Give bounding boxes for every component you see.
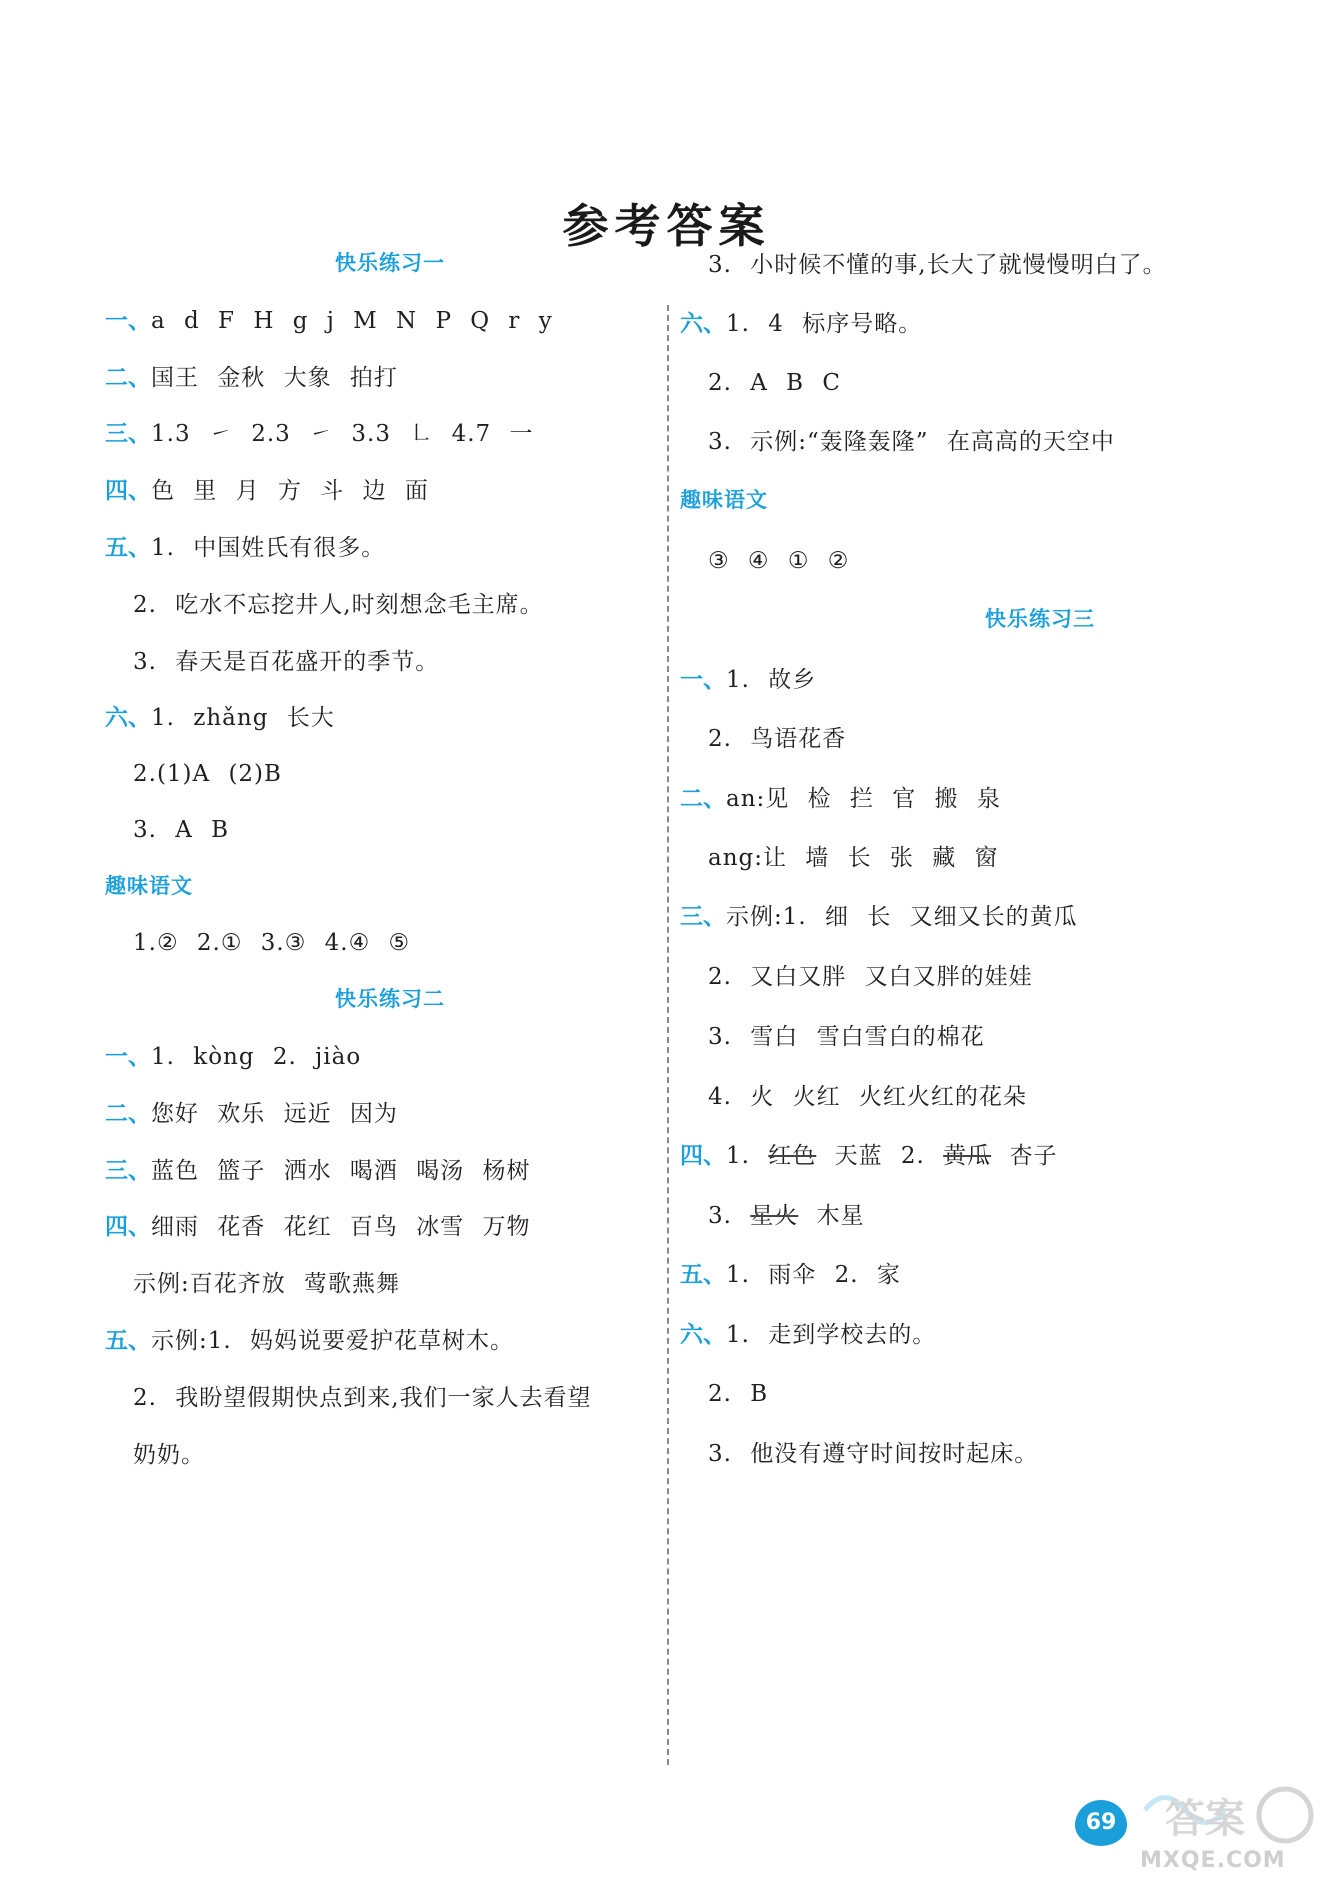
- answer-line: [708, 1080, 1027, 1114]
- answer-text: 2.(1)A (2)B: [133, 761, 282, 787]
- answer-text: 3. 他没有遵守时间按时起床。: [708, 1441, 1039, 1467]
- answer-line: [708, 722, 846, 756]
- answer-text: 2. 我盼望假期快点到来,我们一家人去看望: [133, 1385, 592, 1411]
- answer-line: [105, 474, 429, 508]
- answer-line: [680, 782, 1001, 816]
- question-number: 三、: [105, 421, 151, 447]
- answer-line: [133, 645, 439, 679]
- answer-line: [105, 701, 335, 735]
- struck-word: 黄瓜: [943, 1143, 992, 1169]
- answer-line: [708, 1437, 1038, 1471]
- answer-text: 3. 示例:“轰隆轰隆” 在高高的天空中: [708, 429, 1115, 455]
- column-divider: [667, 305, 669, 1765]
- section-heading: 快乐练习一: [335, 251, 445, 275]
- answer-text: 2. 吃水不忘挖井人,时刻想念毛主席。: [133, 592, 544, 618]
- question-number: 三、: [105, 1158, 151, 1184]
- answer-line: [708, 366, 841, 400]
- answer-line: [680, 663, 816, 697]
- answer-line: [680, 1318, 936, 1352]
- answer-text: 色 里 月 方 斗 边 面: [151, 478, 429, 504]
- section-heading: 快乐练习二: [335, 987, 445, 1011]
- answer-text: ang:让 墙 长 张 藏 窗: [708, 845, 999, 871]
- watermark-url: MXQE.COM: [1140, 1848, 1286, 1873]
- answer-line: [105, 1324, 514, 1358]
- answer-text: 1. 中国姓氏有很多。: [151, 535, 386, 561]
- answer-text: 3. 星火 木星: [708, 1203, 865, 1229]
- answer-line: [708, 1377, 768, 1411]
- question-number: 五、: [105, 1328, 151, 1354]
- answer-text: 1. 故乡: [726, 667, 817, 693]
- answer-text: 1. 红色 天蓝 2. 黄瓜 杏子: [726, 1143, 1058, 1169]
- answer-line: [680, 1139, 1057, 1173]
- answer-text: 细雨 花香 花红 百鸟 冰雪 万物: [151, 1214, 531, 1240]
- question-number: 二、: [105, 1101, 151, 1127]
- answer-line: [105, 1097, 398, 1131]
- answer-line: [680, 900, 1078, 934]
- answer-text: 示例:1. 妈妈说要爱护花草树木。: [151, 1328, 515, 1354]
- question-number: 四、: [105, 478, 151, 504]
- answer-text: 您好 欢乐 远近 因为: [151, 1101, 398, 1127]
- answer-text: ③ ④ ① ②: [708, 548, 850, 574]
- answer-text: 4. 火 火红 火红火红的花朵: [708, 1084, 1027, 1110]
- answer-line: [133, 926, 410, 960]
- answer-text: 1. kòng 2. jiào: [151, 1044, 362, 1070]
- answer-line: [680, 1258, 901, 1292]
- answer-line: [133, 813, 229, 847]
- answer-line: [708, 960, 1033, 994]
- answer-line: [708, 841, 999, 875]
- answer-line: [133, 588, 544, 622]
- answer-text: a d F H g j M N P Q r y: [151, 308, 553, 334]
- answer-text: 1. zhǎng 长大: [151, 705, 335, 731]
- answer-text: 2. 鸟语花香: [708, 726, 847, 752]
- answer-text: 1.② 2.① 3.③ 4.④ ⑤: [133, 930, 411, 956]
- section-heading: 快乐练习三: [985, 607, 1095, 631]
- answer-text: 1. 走到学校去的。: [726, 1322, 937, 1348]
- answer-line: [680, 307, 922, 341]
- answer-line: [105, 417, 534, 451]
- question-number: 二、: [105, 365, 151, 391]
- answer-line: [105, 1154, 531, 1188]
- answer-text: 2. B: [708, 1381, 769, 1407]
- answer-text: an:见 检 拦 官 搬 泉: [726, 786, 1001, 812]
- svg-text:答案: 答案: [1165, 1796, 1245, 1842]
- answer-text: 3. 小时候不懂的事,长大了就慢慢明白了。: [708, 252, 1167, 278]
- answer-text: 示例:百花齐放 莺歌燕舞: [133, 1271, 401, 1297]
- answer-text: 1.3 ㇀ 2.3 ㇀ 3.3 ㇗ 4.7 一: [151, 421, 534, 447]
- answer-text: 2. A B C: [708, 370, 841, 396]
- question-number: 六、: [105, 705, 151, 731]
- page-number: 69: [1075, 1800, 1127, 1846]
- answer-text: 2. 又白又胖 又白又胖的娃娃: [708, 964, 1033, 990]
- section-heading: 趣味语文: [105, 874, 193, 898]
- answer-line: [105, 1210, 531, 1244]
- struck-word: 星火: [750, 1203, 799, 1229]
- answer-line: [708, 544, 849, 578]
- struck-word: 红色: [768, 1143, 817, 1169]
- answer-text: 奶奶。: [133, 1442, 205, 1468]
- answer-line: [708, 1199, 865, 1233]
- answer-text: 3. 雪白 雪白雪白的棉花: [708, 1024, 985, 1050]
- question-number: 六、: [680, 311, 726, 337]
- page-title: 参考答案: [562, 199, 771, 253]
- question-number: 一、: [105, 1044, 151, 1070]
- answer-line: [708, 425, 1115, 459]
- section-heading: 趣味语文: [680, 488, 768, 512]
- question-number: 二、: [680, 786, 726, 812]
- question-number: 五、: [680, 1262, 726, 1288]
- answer-text: 国王 金秋 大象 拍打: [151, 365, 398, 391]
- question-number: 四、: [680, 1143, 726, 1169]
- answer-text: 3. 春天是百花盛开的季节。: [133, 649, 440, 675]
- answer-line: [105, 1040, 361, 1074]
- answer-text: 蓝色 篮子 洒水 喝酒 喝汤 杨树: [151, 1158, 531, 1184]
- answer-line: [133, 757, 282, 791]
- answer-line: [105, 361, 398, 395]
- answer-line: [105, 304, 553, 338]
- answer-line: [708, 1020, 985, 1054]
- question-number: 四、: [105, 1214, 151, 1240]
- answer-text: 示例:1. 细 长 又细又长的黄瓜: [726, 904, 1078, 930]
- question-number: 三、: [680, 904, 726, 930]
- answer-text: 1. 4 标序号略。: [726, 311, 923, 337]
- question-number: 五、: [105, 535, 151, 561]
- answer-text: 3. A B: [133, 817, 230, 843]
- answer-line: [708, 248, 1167, 282]
- question-number: 一、: [105, 308, 151, 334]
- answer-text: 1. 雨伞 2. 家: [726, 1262, 901, 1288]
- answer-line: [133, 1381, 592, 1415]
- question-number: 一、: [680, 667, 726, 693]
- answer-line: [105, 531, 385, 565]
- answer-line: [133, 1438, 205, 1472]
- answer-line: [133, 1267, 400, 1301]
- question-number: 六、: [680, 1322, 726, 1348]
